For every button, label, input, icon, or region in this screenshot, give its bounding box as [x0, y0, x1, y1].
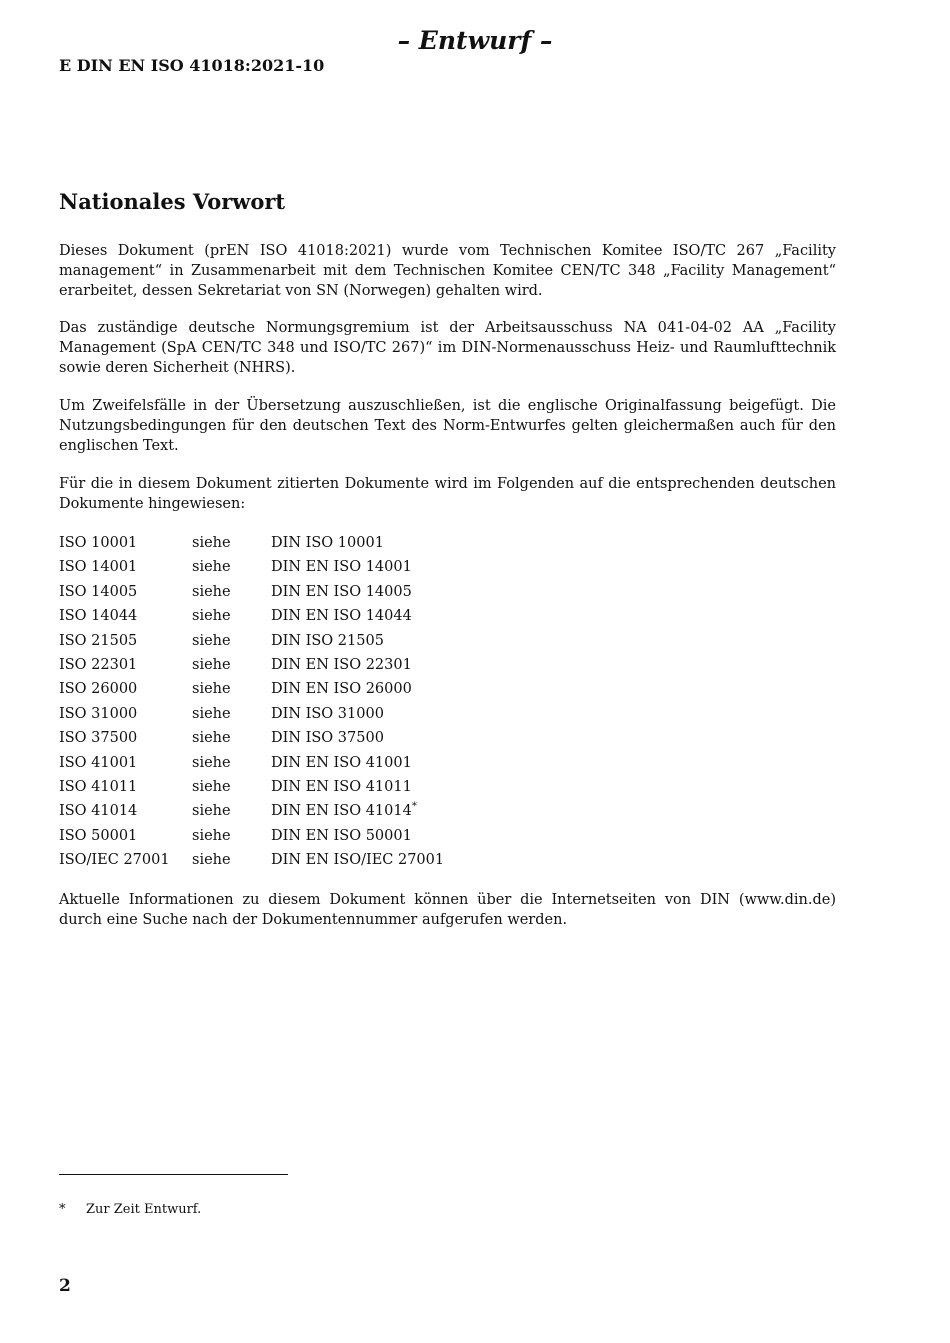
reference-see: siehe [192, 559, 231, 576]
paragraph-closing: Aktuelle Informationen zu diesem Dokument können über die Internetseiten von DIN (www.din.de) durch eine Suche nach der Dokumentennummer aufgerufen werden. [59, 892, 836, 928]
reference-see: siehe [192, 803, 231, 820]
reference-din: DIN EN ISO 41011 [271, 779, 412, 796]
footnote [59, 1202, 201, 1217]
reference-din-cell [271, 702, 471, 726]
draft-mark: – Entwurf – [397, 26, 553, 55]
reference-see: siehe [192, 657, 231, 674]
reference-din-cell [271, 726, 471, 750]
reference-din: DIN ISO 21505 [271, 632, 384, 649]
reference-din: DIN EN ISO/IEC 27001 [271, 852, 445, 869]
reference-din-cell [271, 824, 471, 848]
reference-iso: ISO 22301 [59, 657, 138, 674]
reference-din-cell [271, 653, 471, 677]
page-number: 2 [59, 1276, 71, 1296]
reference-row [59, 751, 471, 775]
reference-see: siehe [192, 583, 231, 600]
reference-see: siehe [192, 632, 231, 649]
reference-din-cell [271, 799, 471, 823]
reference-din: DIN EN ISO 41014 [271, 803, 412, 820]
reference-din-cell [271, 751, 471, 775]
reference-iso: ISO 21505 [59, 632, 138, 649]
footnote-marker: * [411, 801, 417, 813]
reference-row [59, 726, 471, 750]
footnote-symbol: * [59, 1202, 66, 1217]
reference-row [59, 702, 471, 726]
reference-row [59, 775, 471, 799]
reference-iso: ISO 14005 [59, 583, 138, 600]
reference-din: DIN EN ISO 14044 [271, 608, 412, 625]
reference-iso: ISO 41011 [59, 779, 138, 796]
reference-see: siehe [192, 705, 231, 722]
footnote-divider [59, 1174, 288, 1175]
reference-din: DIN EN ISO 14001 [271, 559, 412, 576]
reference-iso: ISO 41014 [59, 803, 138, 820]
reference-see: siehe [192, 754, 231, 771]
paragraph-german-body: Das zuständige deutsche Normungsgremium ist der Arbeitsausschuss NA 041-04-02 AA „Facility Management (SpA CEN/TC 348 und ISO/TC 267)“ im DIN-Normenausschuss Heiz- und Raumlufttechnik sowie deren Sicherheit (NHRS). [59, 320, 836, 376]
reference-din-cell [271, 677, 471, 701]
reference-row [59, 653, 471, 677]
paragraph-committee: Dieses Dokument (prEN ISO 41018:2021) wurde vom Technischen Komitee ISO/TC 267 „Facility management“ in Zusammenarbeit mit dem Technischen Komitee CEN/TC 348 „Facility Management“ erarbeitet, dessen Sekretariat von SN (Norwegen) gehalten wird. [59, 243, 836, 299]
reference-iso: ISO 50001 [59, 827, 138, 844]
reference-row [59, 677, 471, 701]
footnote-text: Zur Zeit Entwurf. [86, 1202, 202, 1217]
reference-row [59, 531, 471, 555]
reference-row [59, 604, 471, 628]
reference-din-cell [271, 555, 471, 579]
paragraph-references-intro: Für die in diesem Dokument zitierten Dokumente wird im Folgenden auf die entsprechenden deutschen Dokumente hingewiesen: [59, 476, 836, 512]
reference-see: siehe [192, 779, 231, 796]
reference-din: DIN ISO 31000 [271, 705, 384, 722]
reference-see: siehe [192, 827, 231, 844]
reference-table [59, 531, 471, 873]
paragraph-translation: Um Zweifelsfälle in der Übersetzung auszuschließen, ist die englische Originalfassung beigefügt. Die Nutzungsbedingungen für den deutschen Text des Norm-Entwurfes gelten gleichermaßen auch für den englischen Text. [59, 398, 836, 454]
reference-iso: ISO 10001 [59, 535, 138, 551]
reference-din-cell [271, 580, 471, 604]
reference-iso: ISO 37500 [59, 730, 138, 747]
reference-iso: ISO/IEC 27001 [59, 852, 170, 869]
reference-see: siehe [192, 730, 231, 747]
reference-see: siehe [192, 535, 231, 551]
reference-row [59, 848, 471, 872]
reference-din-cell [271, 775, 471, 799]
reference-din: DIN EN ISO 50001 [271, 827, 412, 844]
reference-iso: ISO 41001 [59, 754, 138, 771]
reference-din-cell [271, 531, 471, 555]
reference-iso: ISO 14001 [59, 559, 138, 576]
reference-din: DIN EN ISO 41001 [271, 754, 412, 771]
reference-din: DIN ISO 37500 [271, 730, 384, 747]
reference-din: DIN EN ISO 14005 [271, 583, 412, 600]
reference-row [59, 555, 471, 579]
reference-din-cell [271, 604, 471, 628]
document-id: E DIN EN ISO 41018:2021-10 [59, 56, 325, 75]
reference-see: siehe [192, 681, 231, 698]
reference-din: DIN ISO 10001 [271, 535, 384, 551]
reference-din-cell [271, 629, 471, 653]
reference-see: siehe [192, 852, 231, 869]
reference-din: DIN EN ISO 26000 [271, 681, 412, 698]
reference-din: DIN EN ISO 22301 [271, 657, 412, 674]
reference-iso: ISO 26000 [59, 681, 138, 698]
reference-row [59, 799, 471, 823]
section-title: Nationales Vorwort [59, 189, 286, 214]
reference-din-cell [271, 848, 471, 872]
reference-iso: ISO 31000 [59, 705, 138, 722]
reference-see: siehe [192, 608, 231, 625]
reference-row [59, 824, 471, 848]
reference-row [59, 629, 471, 653]
reference-row [59, 580, 471, 604]
reference-iso: ISO 14044 [59, 608, 138, 625]
